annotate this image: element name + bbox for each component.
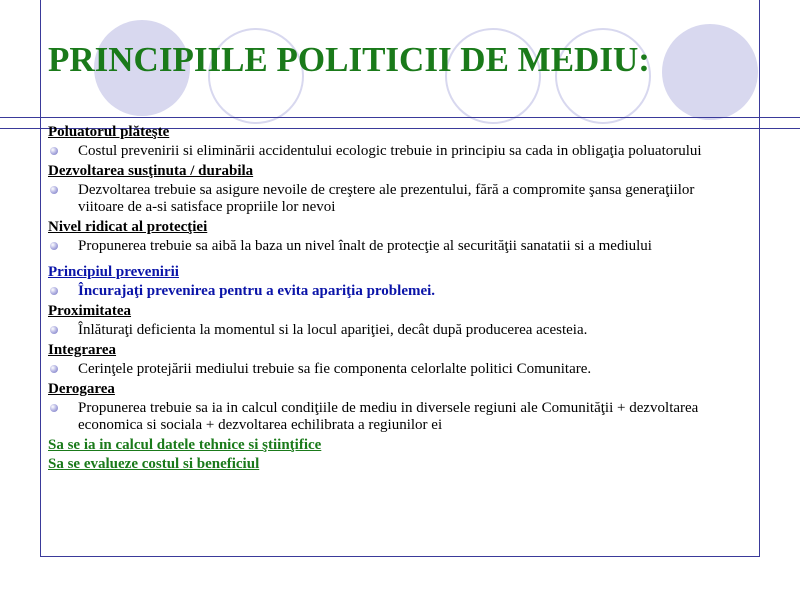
bullet-icon: [50, 326, 58, 334]
principle-heading[interactable]: Derogarea: [48, 381, 115, 397]
principle-bullet: Propunerea trebuie sa ia in calcul condiţiile de mediu in diversele regiuni ale Comunităţii + dezvoltarea economica si sociala + dezvoltarea echilibrata a regiunilor ei: [48, 400, 738, 434]
principle-bullet: Propunerea trebuie sa aibă la baza un nivel înalt de protecţie al securităţii sanatatii si a mediului: [48, 238, 738, 255]
principle-heading[interactable]: Poluatorul plăteşte: [48, 124, 170, 140]
principle-bullet: Înlăturaţi deficienta la momentul si la locul apariţiei, decât după producerea acesteia.: [48, 322, 738, 339]
bullet-icon: [50, 287, 58, 295]
principle-heading[interactable]: Dezvoltarea susţinuta / durabila: [48, 163, 254, 179]
bullet-icon: [50, 404, 58, 412]
bullet-icon: [50, 365, 58, 373]
principle-heading[interactable]: Proximitatea: [48, 303, 132, 319]
principle-heading[interactable]: Principiul prevenirii: [48, 264, 179, 280]
principle-bullet: Încurajaţi prevenirea pentru a evita apariţia problemei.: [48, 283, 738, 300]
principles-list: [48, 122, 738, 475]
principle-bullet: Cerinţele protejării mediului trebuie sa fie componenta celorlalte politici Comunitare.: [48, 361, 738, 378]
footer-link-cost-benefit[interactable]: Sa se evalueze costul si beneficiul: [48, 456, 260, 472]
footer-link-technical-data[interactable]: Sa se ia in calcul datele tehnice si ştiinţifice: [48, 437, 322, 453]
principle-bullet: Dezvoltarea trebuie sa asigure nevoile de creştere ale prezentului, fără a compromite şansa generaţiilor viitoare de a-si satisface propriile lor nevoi: [48, 182, 738, 216]
bullet-icon: [50, 147, 58, 155]
page-title: PRINCIPIILE POLITICII DE MEDIU:: [48, 40, 650, 79]
bullet-icon: [50, 242, 58, 250]
principle-heading[interactable]: Nivel ridicat al protecţiei: [48, 219, 208, 235]
bullet-icon: [50, 186, 58, 194]
divider-line-top: [0, 117, 800, 118]
principle-bullet: Costul prevenirii si eliminării accidentului ecologic trebuie in principiu sa cada in obligaţia poluatorului: [48, 143, 738, 160]
principle-heading[interactable]: Integrarea: [48, 342, 117, 358]
